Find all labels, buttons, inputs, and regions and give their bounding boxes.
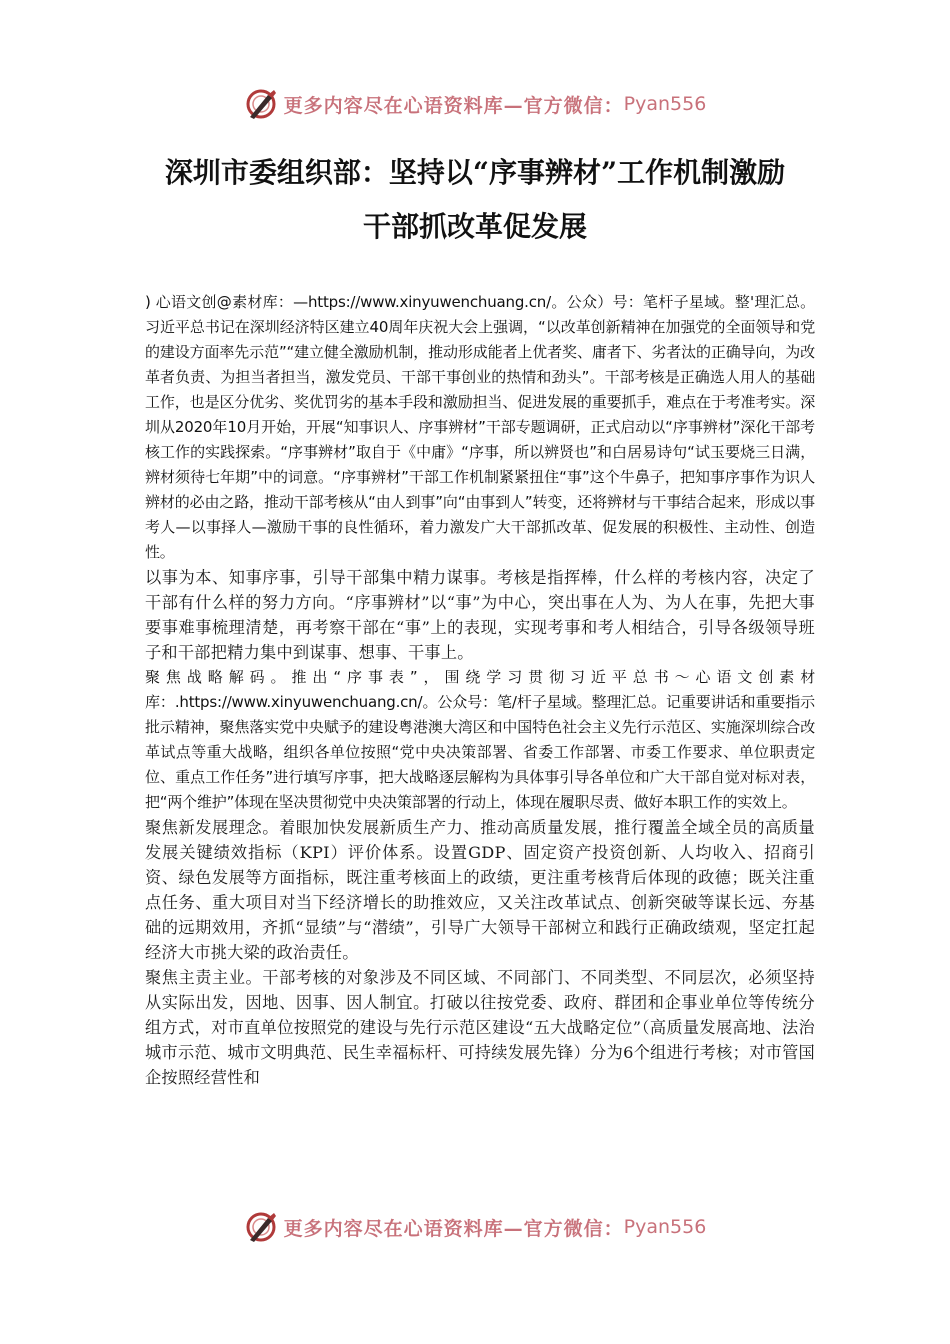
paragraph-section-1: 以事为本、知事序事，引导干部集中精力谋事。考核是指挥棒，什么样的考核内容，决定了干部有什么样的努力方向。“序事辨材”以“事”为中心，突出事在人为、为人在事，先把大事要事难事梳理清楚，再考察干部在“事”上的表现，实现考事和考人相结合，引导各级领导班子和干部把精力集中到谋事、想事、干事上。 [145, 568, 815, 662]
pen-logo-icon [244, 1210, 278, 1244]
wechat-id: Pyan556 [623, 1216, 707, 1238]
paragraph-development: 聚焦新发展理念。着眼加快发展新质生产力、推动高质量发展，推行覆盖全域全员的高质量发展关键绩效指标（KPI）评价体系。设置GDP、固定资产投资创新、人均收入、招商引资、绿色发展等方面指标，既注重考核面上的政绩，更注重考核背后体现的政德；既关注重点任务、重大项目对当下经济增长的助推效应，又关注改革试点、创新突破等谋长远、夯基础的远期效用，齐抓“显绩”与“潜绩”，引导广大领导干部树立和践行正确政绩观，坚定扛起经济大市挑大梁的政治责任。 [145, 818, 815, 962]
header-watermark-banner [0, 84, 950, 124]
wechat-id: Pyan556 [623, 93, 707, 115]
paragraph-main-duty: 聚焦主责主业。干部考核的对象涉及不同区域、不同部门、不同类型、不同层次，必须坚持从实际出发，因地、因事、因人制宜。打破以往按党委、政府、群团和企事业单位等传统分组方式，对市直单位按照党的建设与先行示范区建设“五大战略定位”（高质量发展高地、法治城市示范、城市文明典范、民生幸福标杆、可持续发展先锋）分为6个组进行考核；对市管国企按照经营性和 [145, 968, 815, 1087]
document-title [100, 146, 850, 254]
document-body [145, 290, 815, 1090]
paragraph-intro: ) 心语文创@素材库：—https://www.xinyuwenchuang.cn/。公众）号：笔杆子星域。整'理汇总。习近平总书记在深圳经济特区建立40周年庆祝大会上强调，“以改革创新精神在加强党的全面领导和党的建设方面率先示范”“建立健全激励机制，推动形成能者上优者奖、庸者下、劣者汰的正确导向，为改革者负责、为担当者担当，激发党员、干部干事创业的热情和劲头”。干部考核是正确选人用人的基础工作，也是区分优劣、奖优罚劣的基本手段和激励担当、促进发展的重要抓手，难点在于考准考实。深圳从2020年10月开始，开展“知事识人、序事辨材”干部专题调研，正式启动以“序事辨材”深化干部考核工作的实践探索。“序事辨材”取自于《中庸》“序事，所以辨贤也”和白居易诗句“试玉要烧三日满，辨材须待七年期”中的词意。“序事辨材”干部工作机制紧紧扭住“事”这个牛鼻子，把知事序事作为识人辨材的必由之路，推动干部考核从“由人到事”向“由事到人”转变，还将辨材与干事结合起来，形成以事考人—以事择人—激励干事的良性循环，着力激发广大干部抓改革、促发展的积极性、主动性、创造性。 [145, 293, 815, 561]
title-line-2: 干部抓改革促发展 [362, 210, 587, 243]
footer-watermark-banner [0, 1207, 950, 1247]
title-line-1: 深圳市委组织部：坚持以“序事辨材”工作机制激励 [164, 156, 786, 189]
pen-logo-icon [244, 87, 278, 121]
paragraph-strategy: 聚焦战略解码。推出“序事表”，围绕学习贯彻习近平总书～心语文创素材库：.https://www.xinyuwenchuang.cn/。公众号：笔/杆子星域。整理汇总。记重要讲话和重要指示批示精神，聚焦落实党中央赋予的建设粤港澳大湾区和中国特色社会主义先行示范区、实施深圳综合改革试点等重大战略，组织各单位按照“党中央决策部署、省委工作部署、市委工作要求、单位职责定位、重点工作任务”进行填写序事，把大战略逐层解构为具体事引导各单位和广大干部自觉对标对表，把“两个维护”体现在坚决贯彻党中央决策部署的行动上，体现在履职尽责、做好本职工作的实效上。 [145, 668, 815, 811]
watermark-text: 更多内容尽在心语资料库—官方微信： [283, 94, 624, 117]
watermark-text: 更多内容尽在心语资料库—官方微信： [283, 1217, 624, 1240]
